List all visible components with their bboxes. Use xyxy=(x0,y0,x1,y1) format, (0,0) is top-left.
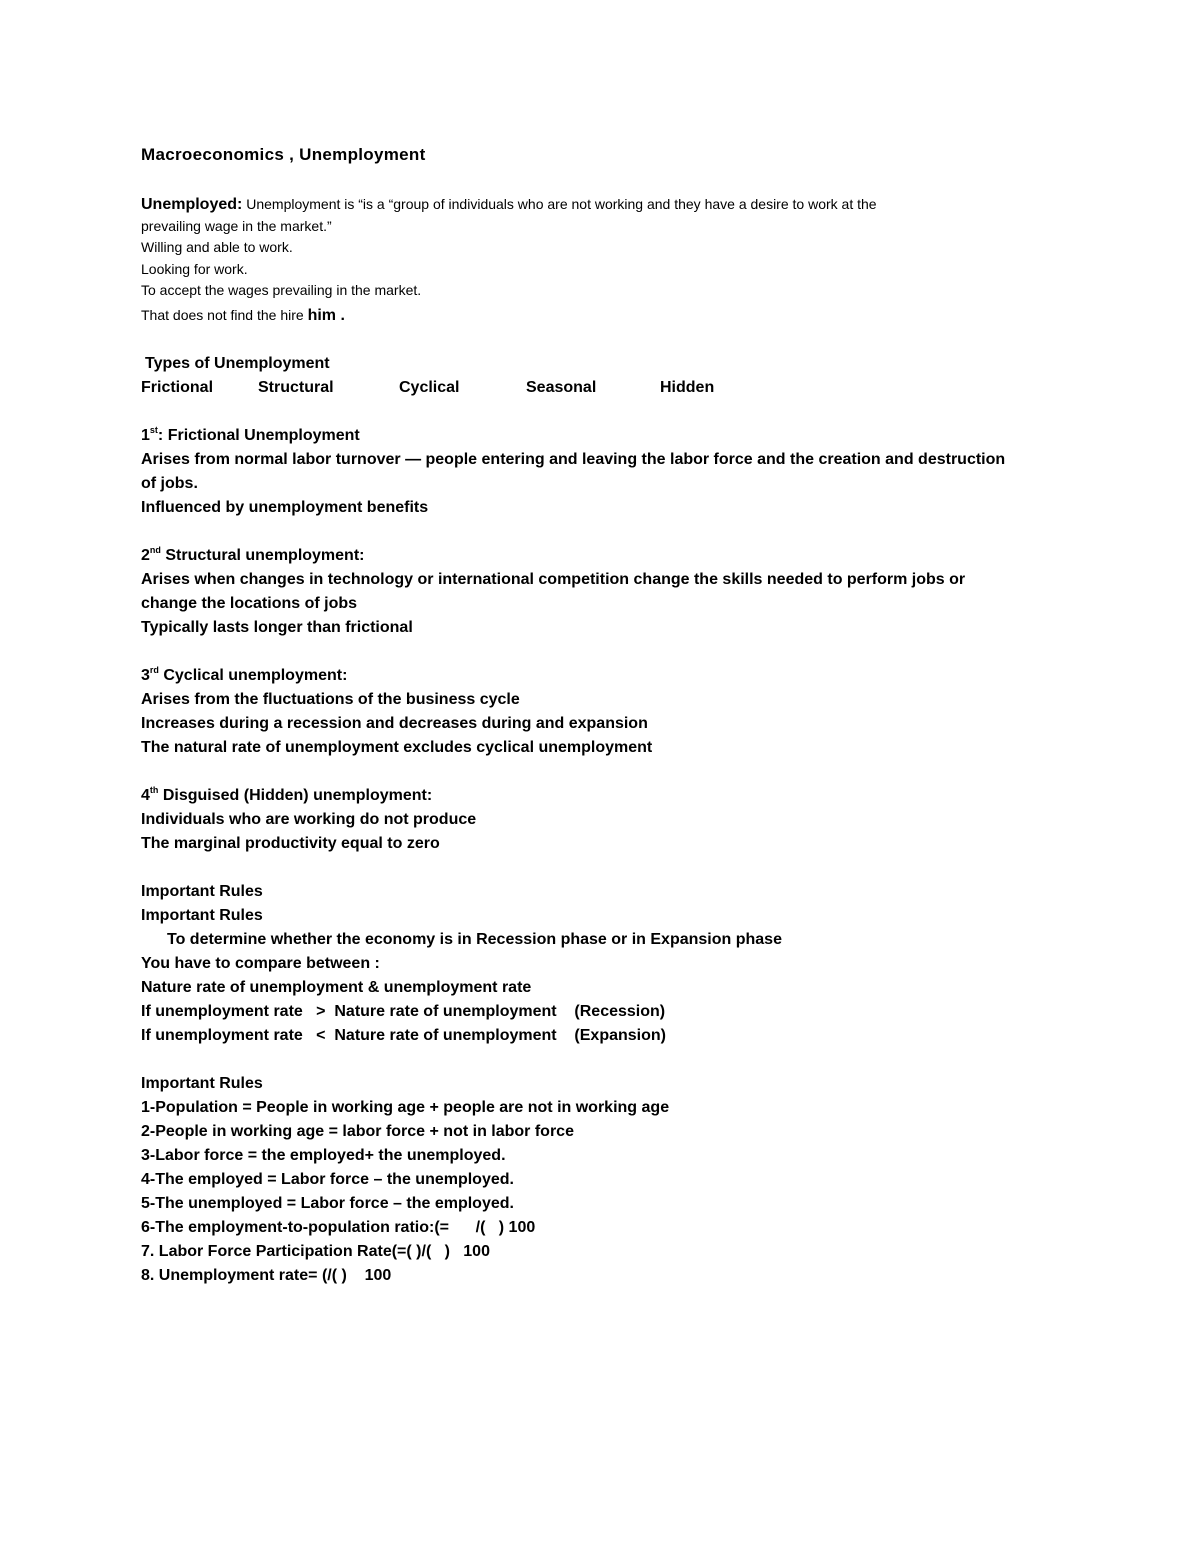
definition-head: Unemployed: xyxy=(141,196,243,213)
definition-line-1 xyxy=(141,194,1061,216)
definition-item: Looking for work. xyxy=(141,260,248,277)
section-line: The marginal productivity equal to zero xyxy=(141,835,440,852)
type-item: Hidden xyxy=(660,379,715,396)
type-item: Seasonal xyxy=(526,379,597,396)
definition-item: To accept the wages prevailing in the market. xyxy=(141,282,422,298)
definition-text: Unemployment is “is a “group of individuals who are not working and they have a desire to work at the xyxy=(242,196,877,212)
formula-line: 5-The unemployed = Labor force – the employed. xyxy=(141,1195,514,1212)
section-cyclical xyxy=(141,664,1061,760)
formula-line: 2-People in working age = labor force + not in labor force xyxy=(141,1123,574,1140)
section-line: Influenced by unemployment benefits xyxy=(141,499,429,516)
document-title: Macroeconomics , Unemployment xyxy=(141,145,426,164)
formula-line: 6-The employment-to-population ratio:(= /( ) 100 xyxy=(141,1219,536,1236)
section-heading-text: Disguised (Hidden) unemployment: xyxy=(158,787,433,804)
section-line: of jobs. xyxy=(141,475,198,492)
section-line: Typically lasts longer than frictional xyxy=(141,619,413,636)
formula-line: 1-Population = People in working age + people are not in working age xyxy=(141,1099,670,1116)
type-item: Frictional xyxy=(141,379,214,396)
rules-intro: To determine whether the economy is in Recession phase or in Expansion phase xyxy=(167,931,782,948)
section-heading-text: : Frictional Unemployment xyxy=(157,427,360,444)
rules-heading: Important Rules xyxy=(141,1075,263,1092)
type-item: Structural xyxy=(258,379,334,396)
types-list xyxy=(141,376,1061,400)
definition-last-bold: him . xyxy=(307,306,345,324)
rules-heading: Important Rules xyxy=(141,907,263,924)
section-heading-text: Structural unemployment: xyxy=(160,547,365,564)
types-title: Types of Unemployment xyxy=(145,355,330,372)
section-number: 2 xyxy=(141,547,150,564)
section-number: 1 xyxy=(141,427,150,444)
section-line: Increases during a recession and decreases during and expansion xyxy=(141,715,648,732)
document-page xyxy=(141,140,1061,1288)
section-heading-text: Cyclical unemployment: xyxy=(158,667,348,684)
rules-heading: Important Rules xyxy=(141,883,263,900)
rules-line: Nature rate of unemployment & unemployment rate xyxy=(141,979,532,996)
type-item: Cyclical xyxy=(399,379,460,396)
definition-block xyxy=(141,194,1061,326)
section-disguised xyxy=(141,784,1061,856)
section-line: Arises when changes in technology or international competition change the skills needed to perform jobs or xyxy=(141,571,966,588)
section-line: Individuals who are working do not produce xyxy=(141,811,477,828)
section-ordinal: st xyxy=(149,424,158,435)
section-structural xyxy=(141,544,1061,640)
section-ordinal: th xyxy=(149,784,159,795)
formula-line: 3-Labor force = the employed+ the unemployed. xyxy=(141,1147,506,1164)
formula-line: 4-The employed = Labor force – the unemployed. xyxy=(141,1171,514,1188)
section-line: Arises from the fluctuations of the business cycle xyxy=(141,691,520,708)
section-ordinal: nd xyxy=(149,544,161,555)
section-heading xyxy=(141,664,1061,688)
rules-formulas xyxy=(141,1072,1061,1288)
definition-last-prefix: That does not find the hire xyxy=(141,306,308,323)
section-heading xyxy=(141,544,1061,568)
rules-line: If unemployment rate > Nature rate of unemployment (Recession) xyxy=(141,1003,666,1020)
section-number: 4 xyxy=(141,787,150,804)
rules-line: If unemployment rate < Nature rate of unemployment (Expansion) xyxy=(141,1027,666,1044)
section-line: change the locations of jobs xyxy=(141,595,358,612)
section-heading xyxy=(141,784,1061,808)
section-frictional xyxy=(141,424,1061,520)
formula-line: 8. Unemployment rate= (/( ) 100 xyxy=(141,1267,392,1284)
definition-line-2: prevailing wage in the market.” xyxy=(141,217,332,234)
section-number: 3 xyxy=(141,667,150,684)
formula-line: 7. Labor Force Participation Rate(=( )/( ) 100 xyxy=(141,1243,490,1260)
section-line: The natural rate of unemployment excludes cyclical unemployment xyxy=(141,739,653,756)
rules-recession-expansion xyxy=(141,880,1061,1048)
definition-item: Willing and able to work. xyxy=(141,239,293,255)
definition-last-line xyxy=(141,305,1061,327)
section-ordinal: rd xyxy=(149,664,159,675)
rules-line: You have to compare between : xyxy=(141,955,380,972)
section-line: Arises from normal labor turnover — people entering and leaving the labor force and the creation and destruction xyxy=(141,451,1006,468)
section-heading xyxy=(141,424,1061,448)
